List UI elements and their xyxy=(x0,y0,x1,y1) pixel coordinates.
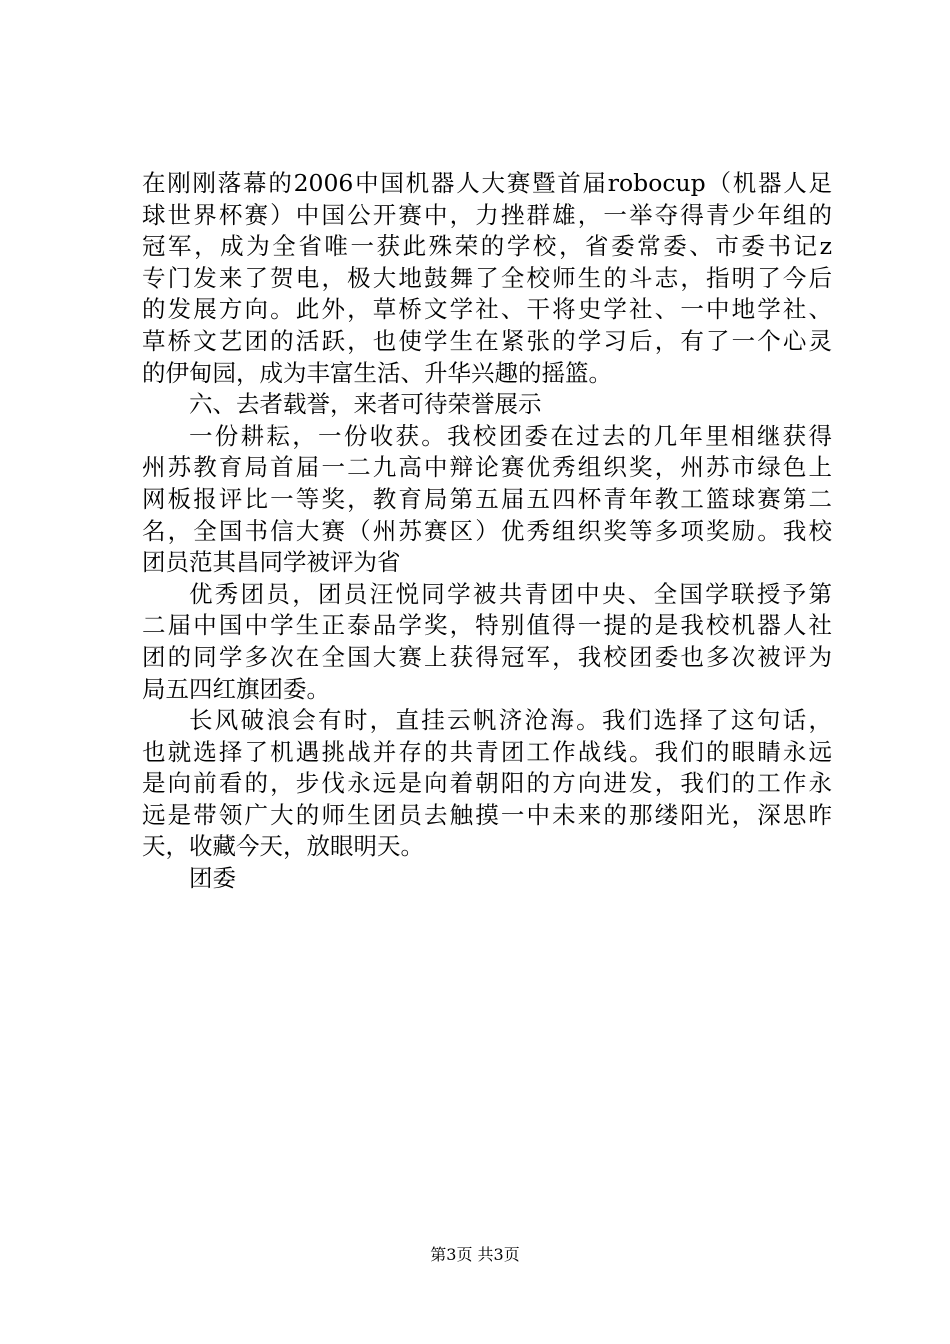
page-number: 第3页 共3页 xyxy=(430,1245,520,1264)
text-line: 团员范其昌同学被评为省 xyxy=(142,548,401,577)
text-line: 专门发来了贺电，极大地鼓舞了全校师生的斗志，指明了今后 xyxy=(142,263,832,292)
text-line: 一份耕耘，一份收获。我校团委在过去的几年里相继获得 xyxy=(189,421,832,450)
text-line: 也就选择了机遇挑战并存的共青团工作战线。我们的眼睛永远 xyxy=(142,737,832,766)
text-line: 的伊甸园，成为丰富生活、升华兴趣的摇篮。 xyxy=(142,358,612,387)
text-line: 球世界杯赛）中国公开赛中，力挫群雄，一举夺得青少年组的 xyxy=(142,200,832,229)
text-line: 长风破浪会有时，直挂云帆济沧海。我们选择了这句话， xyxy=(189,706,832,735)
text-line: 二届中国中学生正泰品学奖，特别值得一提的是我校机器人社 xyxy=(142,611,832,640)
text-line: 州苏教育局首届一二九高中辩论赛优秀组织奖，州苏市绿色上 xyxy=(142,453,832,482)
section-heading: 六、去者载誉，来者可待荣誉展示 xyxy=(189,390,542,419)
text-line: 冠军，成为全省唯一获此殊荣的学校，省委常委、市委书记z xyxy=(142,232,832,261)
text-line: 名，全国书信大赛（州苏赛区）优秀组织奖等多项奖励。我校 xyxy=(142,516,832,545)
text-line: 的发展方向。此外，草桥文学社、干将史学社、一中地学社、 xyxy=(142,295,832,324)
text-line: 草桥文艺团的活跃，也使学生在紧张的学习后，有了一个心灵 xyxy=(142,326,832,355)
text-line: 优秀团员，团员汪悦同学被共青团中央、全国学联授予第 xyxy=(189,579,832,608)
text-line: 天，收藏今天，放眼明天。 xyxy=(142,832,424,861)
signature-line: 团委 xyxy=(189,864,236,893)
text-line: 局五四红旗团委。 xyxy=(142,674,330,703)
document-body xyxy=(142,168,832,895)
text-line: 是向前看的，步伐永远是向着朝阳的方向进发，我们的工作永 xyxy=(142,769,832,798)
text-line: 远是带领广大的师生团员去触摸一中未来的那缕阳光，深思昨 xyxy=(142,800,832,829)
text-line: 团的同学多次在全国大赛上获得冠军，我校团委也多次被评为 xyxy=(142,642,832,671)
page-footer xyxy=(0,1244,950,1266)
text-line: 网板报评比一等奖，教育局第五届五四杯青年教工篮球赛第二 xyxy=(142,484,832,513)
text-line: 在刚刚落幕的2006中国机器人大赛暨首届robocup（机器人足 xyxy=(142,169,832,197)
